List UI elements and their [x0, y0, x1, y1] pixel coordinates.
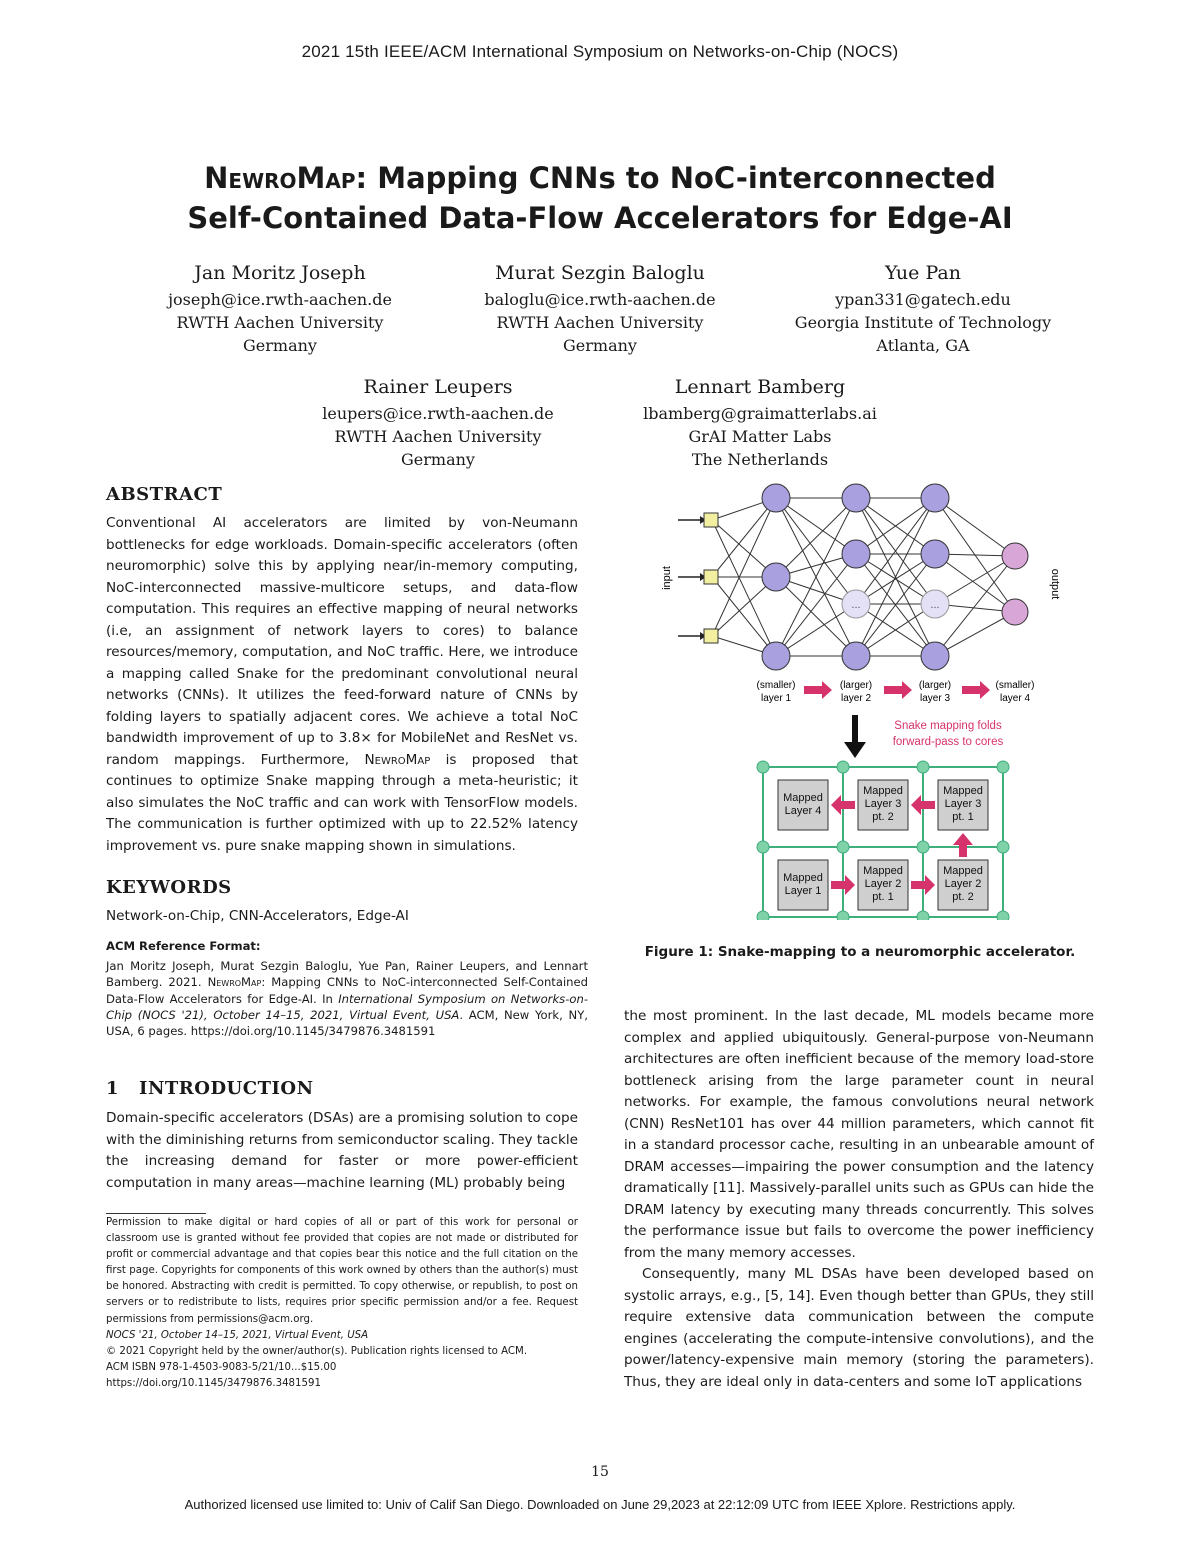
download-footer: Authorized licensed use limited to: Univ of Calif San Diego. Downloaded on June 29,2023 at 22:12:09 UTC from IEEE Xplore. Restrictions apply. [184, 1497, 1016, 1512]
flow-arrow-icon [962, 681, 990, 699]
output-label: output [1049, 568, 1061, 600]
core-label-line-3: pt. 1 [952, 811, 974, 823]
author-email: leupers@ice.rwth-aachen.de [322, 404, 554, 423]
core-label-line-1: Mapped [943, 865, 983, 877]
core-label-line-3: pt. 1 [872, 891, 894, 903]
permission-text: Permission to make digital or hard copies of all or part of this work for personal or classroom use is granted without fee provided that copies are not made or distributed for profit or commercial advantage and that copies bear this notice and the full citation on the first page. Copyrights for components of this work owned by others than the author(s) must be honored. Abstracting with credit is permitted. To copy otherwise, or republish, to post on servers or to redistribute to lists, requires prior specific permission and/or a fee. Request permissions from permissions@acm.org. [106, 1217, 578, 1325]
snake-note-line-2: forward-pass to cores [892, 736, 1004, 748]
abstract-system-name: NewroMap [364, 751, 431, 768]
author-name: Jan Moritz Joseph [194, 262, 366, 284]
core-label-line-3: pt. 2 [952, 891, 974, 903]
neuron-layer-1 [762, 642, 790, 670]
permission-isbn: ACM ISBN 978-1-4503-9083-5/21/10...$15.00 [106, 1361, 337, 1373]
title-system-name: NewroMap [204, 161, 356, 195]
layer-flow-arrows [804, 681, 990, 699]
permission-doi: https://doi.org/10.1145/3479876.3481591 [106, 1377, 321, 1389]
page-number: 15 [591, 1464, 609, 1480]
router-node [757, 841, 769, 853]
author-affiliation: GrAI Matter Labs [688, 427, 832, 446]
router-node [757, 911, 769, 920]
author-affiliation: RWTH Aachen University [334, 427, 542, 446]
title-line2: Self-Contained Data-Flow Accelerators for Edge-AI [187, 201, 1013, 235]
layer-1-label-top: (smaller) [756, 680, 796, 691]
core-label-line-1: Mapped [783, 792, 823, 804]
author-location: The Netherlands [691, 450, 829, 469]
acm-reference-part2: : Mapping CNNs to NoC-interconnected Self-Contained Data-Flow Accelerators for Edge-AI. In [106, 975, 589, 1006]
snake-note-line-1: Snake mapping folds [894, 720, 1002, 732]
input-node [704, 513, 718, 527]
permission-note [106, 1215, 578, 1392]
router-node [997, 841, 1009, 853]
input-label: input [661, 566, 673, 590]
acm-reference-heading: ACM Reference Format: [106, 939, 261, 953]
figure-caption: Figure 1: Snake-mapping to a neuromorphic accelerator. [644, 944, 1076, 960]
author-block-5 [610, 372, 910, 471]
author-location: Germany [401, 450, 475, 469]
layer-3-label-top: (larger) [918, 680, 952, 691]
core-label-line-2: Layer 3 [944, 798, 982, 810]
core-label-line-2: Layer 2 [944, 878, 982, 890]
router-node [837, 911, 849, 920]
ellipsis-layer-3: ... [930, 599, 940, 611]
author-location: Germany [243, 336, 317, 355]
introduction-heading [106, 1078, 314, 1099]
acm-reference-part1: Jan Moritz Joseph, Murat Sezgin Baloglu, Yue Pan, Rainer Leupers, and Lennart Bamberg. 2021. [106, 959, 588, 990]
core-label-line-1: Mapped [783, 872, 823, 884]
abstract-part2: is proposed that continues to optimize Snake mapping through a meta-heuristic; it also simulates the NoC traffic and can work with TensorFlow models. The communication is further optimized with up to 22.52% latency improvement vs. pure snake mapping shown in simulations. [106, 751, 578, 854]
author-name: Murat Sezgin Baloglu [495, 262, 705, 284]
layer-2-label-top: (larger) [839, 680, 873, 691]
author-name: Yue Pan [885, 262, 961, 284]
router-node [837, 761, 849, 773]
permission-copyright: © 2021 Copyright held by the owner/author(s). Publication rights licensed to ACM. [106, 1345, 528, 1357]
neuron-layer-3 [921, 642, 949, 670]
author-email: baloglu@ice.rwth-aachen.de [484, 290, 716, 309]
abstract-text [106, 513, 578, 857]
author-affiliation: Georgia Institute of Technology [794, 313, 1052, 332]
author-block-2 [450, 258, 750, 357]
author-email: ypan331@gatech.edu [835, 290, 1011, 309]
core-label-line-2: Layer 1 [784, 885, 822, 897]
neuron-layer-1 [762, 484, 790, 512]
core-label-line-1: Mapped [943, 785, 983, 797]
neuron-layer-2 [842, 540, 870, 568]
author-affiliation: RWTH Aachen University [496, 313, 704, 332]
introduction-right-p2: Consequently, many ML DSAs have been developed based on systolic arrays, e.g., [5, 14]. Even though better than GPUs, they still require extensive data communication between the compute engines (accelerating the compute-intensive convolutions), and the power/latency-expensive main memory (storing the parameters). Thus, they are ideal only in data-centers and some IoT applications [624, 1266, 1094, 1390]
core-label-line-2: Layer 4 [784, 805, 822, 817]
introduction-right-p1: the most prominent. In the last decade, ML models became more complex and applied ubiquitously. General-purpose von-Neumann architectures are often inefficient because of the memory load-store bottleneck arising from the large parameter count in neural networks. For example, the famous convolutions neural network (CNN) ResNet101 has over 44 million parameters, which cannot fit in a standard processor cache, resulting in an unbearable amount of DRAM accesses—impairing the power consumption and the latency dramatically [11]. Massively-parallel units such as GPUs can hide the DRAM latency by executing many threads concurrently. This solves the performance issue but fails to overcome the power inefficiency from the many memory accesses. [624, 1008, 1094, 1261]
input-arrows [678, 516, 706, 640]
introduction-left-text: Domain-specific accelerators (DSAs) are a promising solution to cope with the diminishing returns from semiconductor scaling. They tackle the increasing demand for faster or more power-efficient computation in many areas—machine learning (ML) probably being [106, 1110, 578, 1191]
title-line1: : Mapping CNNs to NoC-interconnected [355, 161, 996, 195]
author-location: Atlanta, GA [876, 336, 970, 355]
acm-reference-part3: . ACM, New York, NY, USA, 6 pages. https://doi.org/10.1145/3479876.3481591 [106, 1007, 588, 1039]
input-node [704, 570, 718, 584]
layer-1-label-bottom: layer 1 [760, 693, 792, 704]
core-label-line-1: Mapped [863, 785, 903, 797]
author-name: Lennart Bamberg [674, 376, 846, 398]
core-label-line-2: Layer 3 [864, 798, 902, 810]
author-block-3 [768, 258, 1078, 357]
paper-title [80, 158, 1120, 238]
output-neuron [1002, 543, 1028, 569]
neuron-layer-2 [842, 484, 870, 512]
output-neuron [1002, 599, 1028, 625]
neuron-layer-3 [921, 484, 949, 512]
ellipsis-layer-2: ... [851, 599, 861, 611]
author-email: joseph@ice.rwth-aachen.de [168, 290, 392, 309]
down-arrow-icon [844, 715, 866, 758]
abstract-part1: Conventional AI accelerators are limited by von-Neumann bottlenecks for edge workloads. Domain-specific accelerators (often neuromorphic) solve this by applying near/in-memory computing, NoC-interconnected massive-multicore setups, and data-flow computation. This requires an effective mapping of neural networks (i.e, an assignment of network layers to cores) to balance resources/memory, computation, and NoC traffic. Here, we introduce a mapping called Snake for the predominant convolutional neural networks (CNNs). It utilizes the feed-forward nature of CNNs by folding layers to spatially adjacent cores. We achieve a total NoC bandwidth improvement of up to 3.8× for MobileNet and ResNet vs. random mappings. Furthermore, [106, 515, 578, 768]
router-node [837, 841, 849, 853]
neuron-layer-2 [842, 642, 870, 670]
router-node [997, 911, 1009, 920]
section-title: INTRODUCTION [139, 1078, 314, 1099]
permission-venue: NOCS '21, October 14–15, 2021, Virtual Event, USA [106, 1329, 369, 1341]
router-node [757, 761, 769, 773]
author-affiliation: RWTH Aachen University [176, 313, 384, 332]
flow-arrow-icon [884, 681, 912, 699]
network-edges [712, 498, 1015, 656]
snake-arrow-icon [953, 833, 973, 857]
figure-1 [640, 470, 1100, 920]
router-node [917, 841, 929, 853]
keywords-text: Network-on-Chip, CNN-Accelerators, Edge-AI [106, 908, 409, 924]
keywords-heading: KEYWORDS [106, 877, 232, 898]
router-node [997, 761, 1009, 773]
section-number: 1 [106, 1078, 120, 1099]
acm-reference-venue: International Symposium on Networks-on-Chip (NOCS '21), October 14–15, 2021, Virtual Event, USA [106, 991, 589, 1022]
layer-4-label-bottom: layer 4 [999, 693, 1031, 704]
conference-header: 2021 15th IEEE/ACM International Symposium on Networks-on-Chip (NOCS) [301, 42, 899, 61]
neuron-layer-3 [921, 540, 949, 568]
author-email: lbamberg@graimatterlabs.ai [643, 404, 877, 423]
input-node [704, 629, 718, 643]
core-label-line-2: Layer 2 [864, 878, 902, 890]
flow-arrow-icon [804, 681, 832, 699]
neuron-layer-1 [762, 563, 790, 591]
core-label-line-3: pt. 2 [872, 811, 894, 823]
layer-3-label-bottom: layer 3 [919, 693, 951, 704]
footnote-rule [106, 1213, 206, 1214]
acm-reference-text [106, 958, 588, 1039]
abstract-heading: ABSTRACT [106, 484, 223, 505]
author-location: Germany [563, 336, 637, 355]
core-label-line-1: Mapped [863, 865, 903, 877]
author-block-1 [130, 258, 430, 357]
router-node [917, 761, 929, 773]
author-name: Rainer Leupers [363, 376, 513, 398]
router-node [917, 911, 929, 920]
layer-4-label-top: (smaller) [995, 680, 1035, 691]
author-block-4 [288, 372, 588, 471]
layer-2-label-bottom: layer 2 [840, 693, 872, 704]
acm-reference-system-name: NewroMap [207, 975, 262, 990]
